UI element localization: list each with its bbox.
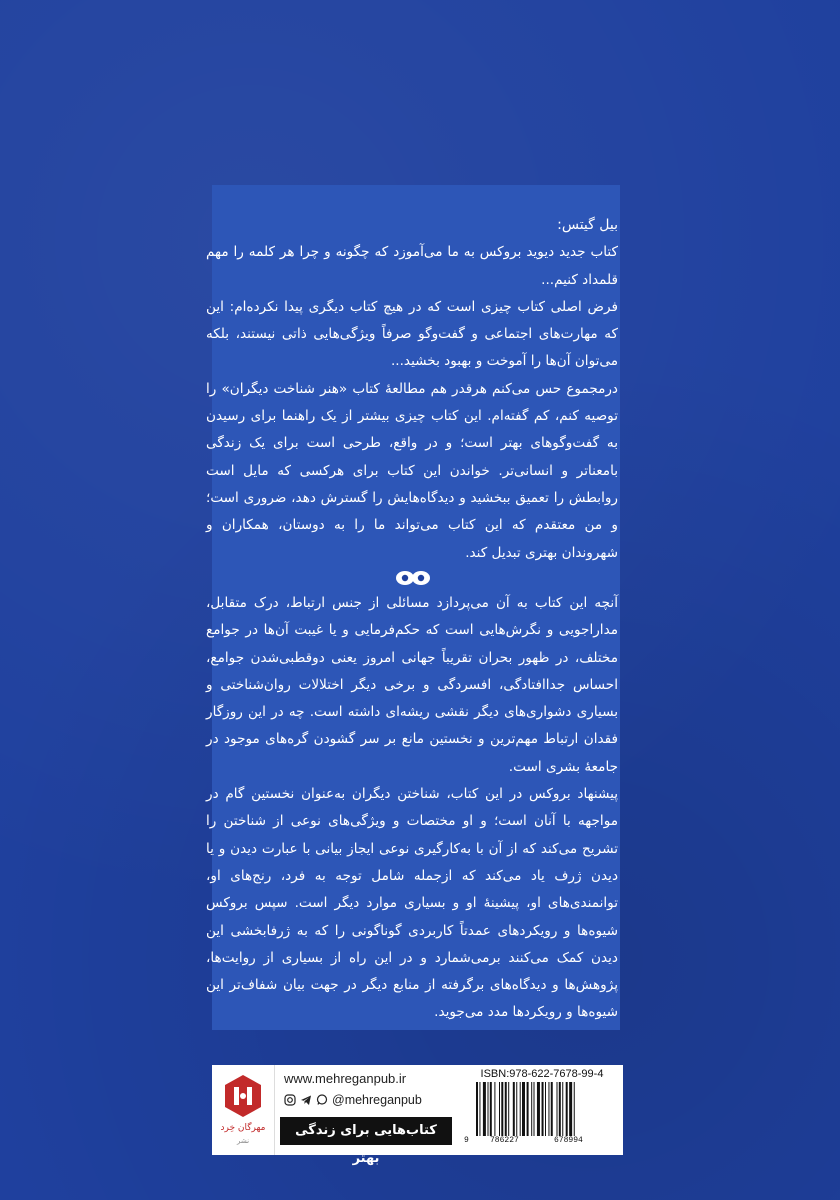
barcode-bar: [516, 1082, 517, 1136]
barcode-bar: [476, 1082, 478, 1136]
barcode-bar: [508, 1082, 509, 1136]
publisher-logo-sub: نشر: [236, 1137, 250, 1145]
barcode-bar: [548, 1082, 549, 1136]
barcode-bar: [534, 1082, 535, 1136]
whatsapp-icon[interactable]: [316, 1094, 328, 1106]
barcode-digits-right: 678994: [554, 1136, 583, 1145]
barcode-bar: [513, 1082, 515, 1136]
barcode-bar: [562, 1082, 563, 1136]
barcode: [468, 1082, 618, 1136]
barcode-bar: [551, 1082, 553, 1136]
endorsement-block: [206, 212, 618, 567]
barcode-bar: [505, 1082, 507, 1136]
barcode-bar: [569, 1082, 572, 1136]
barcode-bar: [531, 1082, 532, 1136]
publisher-slogan: کتاب‌هایی برای زندگی بهتر: [280, 1117, 452, 1145]
publisher-logo-icon: [220, 1073, 266, 1119]
publisher-logo: [212, 1065, 275, 1155]
description-block: [206, 590, 618, 1027]
barcode-bar: [490, 1082, 492, 1136]
barcode-bar: [545, 1082, 546, 1136]
barcode-bar: [557, 1082, 558, 1136]
telegram-icon[interactable]: [300, 1094, 312, 1106]
isbn-label: ISBN:978-622-7678-99-4: [480, 1068, 604, 1080]
isbn-area: [462, 1068, 622, 1153]
publisher-website[interactable]: www.mehreganpub.ir: [284, 1071, 407, 1086]
endorsement-author: بیل گیتس:: [557, 217, 618, 233]
barcode-digit-prefix: 9: [464, 1136, 469, 1145]
barcode-bar: [479, 1082, 480, 1136]
divider-eyes-icon: [393, 568, 433, 588]
endorsement-paragraph-2: فرض اصلی کتاب چیزی است که در هیچ کتاب دیگری پیدا نکرده‌ام: این که مهارت‌های اجتماعی و گفت‌وگو صرفاً ویژگی‌هایی ذاتی نیستند، بلکه می‌توان آن‌ها را آموخت و بهبود بخشید...: [206, 298, 618, 370]
barcode-bar: [483, 1082, 486, 1136]
endorsement-paragraph-1: کتاب جدید دیوید بروکس به ما می‌آموزد که چگونه و چرا هر کلمه را مهم قلمداد کنیم...: [206, 244, 618, 288]
barcode-bar: [574, 1082, 575, 1136]
publisher-logo-name: مهرگان خِرد: [220, 1123, 266, 1133]
publisher-handle[interactable]: @mehreganpub: [332, 1093, 422, 1107]
barcode-bar: [566, 1082, 568, 1136]
description-paragraph-2: پیشنهاد بروکس در این کتاب، شناختن دیگران به‌عنوان نخستین گام در مواجهه با آنان است؛ و او مختصات و ویژگی‌های نوعی از شناختن را تشریح می‌کند که از آن با به‌کارگیری نوعی ایجاز بیانی با عبارت دیدن و یا دیدن ژرف یاد می‌کند که ازجمله شامل توجه به فرد، رنج‌های او، توانمندی‌های او، پیشینهٔ او و بسیاری موارد دیگر است. سپس بروکس شیوه‌ها و رویکردهای عمدتاً کاربردی گوناگونی را که به ژرفابخشی این دیدن کمک می‌کنند برمی‌شمارد و در این راه از بسیاری از روایت‌ها، پژوهش‌ها و دیدگاه‌های برگرفته از منابع دیگر در جهت بیان شفاف‌تر این شیوه‌ها و رویکردها مدد می‌جوید.: [206, 786, 618, 1021]
barcode-bar: [542, 1082, 544, 1136]
barcode-bar: [488, 1082, 489, 1136]
barcode-bar: [537, 1082, 540, 1136]
endorsement-paragraph-3: درمجموع حس می‌کنم هرقدر هم مطالعهٔ کتاب «هنر شناخت دیگران» را توصیه کنم، کم گفته‌ام. این کتاب چیزی بیشتر از یک راهنما برای رسیدن به گفت‌وگوهای بهتر است؛ و در واقع، طرحی است برای یک زندگی بامعناتر و انسانی‌تر. خواندن این کتاب برای هرکسی که مایل است روابطش را تعمیق ببخشید و دیدگاه‌هایش را گسترش دهد، ضروری است؛ و من معتقدم که این کتاب می‌تواند ما را به دوستان، همکاران و شهروندان بهتری تبدیل کند.: [206, 380, 618, 561]
barcode-bar: [520, 1082, 521, 1136]
barcode-bar: [559, 1082, 561, 1136]
barcode-bar: [499, 1082, 500, 1136]
instagram-icon[interactable]: [284, 1094, 296, 1106]
barcode-bar: [527, 1082, 529, 1136]
barcode-bar: [501, 1082, 503, 1136]
barcode-bar: [494, 1082, 495, 1136]
barcode-digits-left: 786227: [490, 1136, 519, 1145]
description-paragraph-1: آنچه این کتاب به آن می‌پردازد مسائلی از جنس ارتباط، درک متقابل، مداراجویی و نگرش‌هایی است که حکم‌فرمایی و یا غیبت آن‌ها در جوامع مختلف، در ظهور بحران تقریباً جهانی امروز یعنی دوقطبی‌شدن جوامع، احساس جداافتادگی، افسردگی و برخی دیگر اختلالات روان‌شناختی و بسیاری دشواری‌های دیگر نقشی ریشه‌ای داشته است. چه در این روزگار فقدان ارتباط مهم‌ترین و نخستین مانع بر سر گشودن گره‌های موجود در جامعهٔ بشری است.: [206, 595, 618, 775]
barcode-bar: [522, 1082, 525, 1136]
publisher-social: [284, 1093, 422, 1107]
